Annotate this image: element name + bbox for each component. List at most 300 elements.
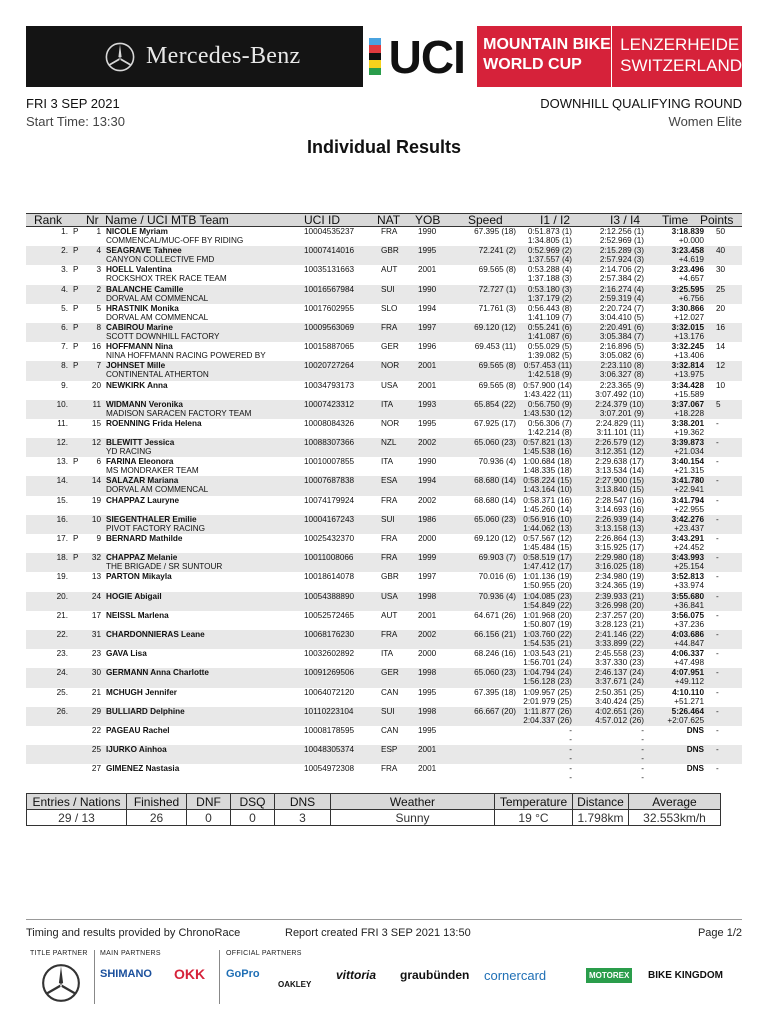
time-cell: DNS [686,745,704,755]
team-name: THE BRIGADE / SR SUNTOUR [106,562,223,572]
rider-name: GAVA Lisa [106,649,147,659]
bib-cell: 13 [91,572,101,582]
nation-cell: FRA [381,764,398,774]
points-cell: - [716,572,719,582]
nation-cell: ESA [381,476,398,486]
split-i4: 4:57.012 (26) [595,715,644,725]
split-i3: 2:26.579 (12) [595,438,644,448]
nation-cell: GER [381,342,399,352]
bib-cell: 17 [91,610,101,620]
rider-name: SIEGENTHALER Emilie [106,514,197,524]
split-i2: 1:56.701 (24) [523,658,572,668]
gap-cell: +21.315 [674,466,704,476]
split-i4: 3:13.840 (15) [595,485,644,495]
nation-cell: AUT [381,610,398,620]
summary-header-row [27,794,721,810]
points-cell: - [716,745,719,755]
split-i4: 3:24.365 (19) [595,581,644,591]
yob-cell: 2000 [418,534,437,543]
points-cell: 25 [716,284,726,294]
table-header [26,213,742,227]
split-i1: 0:57.900 (14) [523,380,572,390]
split-i1: 0:56.306 (7) [527,418,572,428]
nation-cell: SUI [381,706,395,716]
split-i2: 1:37.179 (2) [527,293,572,303]
bib-cell: 20 [91,380,101,390]
speed-cell: 68.680 (14) [474,495,516,505]
speed-cell: 68.246 (16) [474,649,516,659]
split-i1: - [569,725,572,735]
rank-cell: 11. [57,418,68,428]
gap-cell: +18.228 [674,408,704,418]
bib-cell: 32 [91,553,101,563]
split-i3: 2:29.980 (18) [595,553,644,563]
split-i1: 1:01.136 (19) [523,572,572,582]
split-i3: 2:27.900 (15) [595,476,644,486]
yob-cell: 1998 [418,591,437,601]
time-cell: 3:39.873 [671,438,704,448]
split-i3: 2:24.829 (11) [595,418,644,428]
speed-cell: 69.565 (8) [478,265,516,275]
yob-cell: 1995 [418,418,437,428]
split-i2: 1:54.535 (21) [523,638,572,648]
uci-id-cell: 10091269506 [304,668,355,678]
table-row [26,457,742,476]
uci-id-cell: 10015887065 [304,342,355,352]
gap-cell: +13.176 [674,331,704,341]
table-row [26,227,742,246]
gap-cell: +36.841 [674,600,704,610]
split-i2: 1:43.422 (11) [523,389,572,399]
col-points: Points [700,213,734,227]
vittoria-logo: vittoria [336,968,377,982]
yob-cell: 1995 [418,687,437,697]
yob-cell: 1997 [418,572,437,582]
qualified-cell: P [73,227,79,236]
rank-cell: 23. [56,649,68,659]
table-row [26,438,742,457]
split-i4: 3:16.025 (18) [595,562,644,572]
sponsor-name: Mercedes-Benz [146,43,301,69]
rider-name: BULLIARD Delphine [106,706,185,716]
gopro-logo: GoPro [226,968,260,980]
split-i1: 0:52.969 (2) [527,246,572,256]
uci-id-cell: 10054972308 [304,764,355,774]
points-cell: - [716,668,719,678]
rank-cell: 4. [61,284,68,294]
split-i4: 3:13.534 (14) [595,466,644,476]
points-cell: 12 [716,361,726,371]
bib-cell: 2 [96,284,101,294]
results-table [26,213,742,783]
time-cell: 3:43.291 [671,534,704,543]
uci-id-cell: 10007423312 [304,399,355,409]
nation-cell: NOR [381,418,400,428]
points-cell: - [716,514,719,524]
time-cell: 3:41.794 [671,495,704,505]
split-i2: 1:47.412 (17) [523,562,572,572]
table-row [26,688,742,707]
nation-cell: GBR [381,572,399,582]
yob-cell: 1998 [418,706,437,716]
col-nat: NAT [377,213,401,227]
time-cell: 3:25.595 [671,284,704,294]
table-row [26,285,742,304]
speed-cell: 66.156 (21) [474,629,516,639]
col-yob: YOB [415,213,441,227]
table-row [26,496,742,515]
split-i1: 1:03.760 (22) [523,629,572,639]
split-i3: 2:16.896 (5) [599,342,644,352]
table-row [26,361,742,380]
summary-header: Weather [331,794,495,810]
split-i2: 1:50.807 (19) [523,619,572,629]
rank-cell: 3. [61,265,68,275]
team-name: PIVOT FACTORY RACING [106,523,206,533]
rider-name: PAGEAU Rachel [106,725,170,735]
split-i1: 0:55.241 (6) [527,322,572,332]
col-time: Time [662,213,689,227]
gap-cell: +4.657 [678,274,704,284]
points-cell: 40 [716,246,726,256]
rank-cell: 13. [56,457,68,467]
nation-cell: NOR [381,361,400,371]
split-i2: 1:37.188 (3) [527,274,572,284]
split-i3: 2:20.724 (7) [599,303,644,313]
uci-id-cell: 10011008066 [304,553,354,563]
time-cell: 3:23.496 [671,265,704,275]
col-name: Name / UCI MTB Team [105,213,229,227]
table-row [26,611,742,630]
time-cell: DNS [686,725,704,735]
split-i3: 2:28.547 (16) [595,495,644,505]
split-i3: 2:12.256 (1) [599,227,644,236]
speed-cell: 64.671 (26) [474,610,516,620]
table-row [26,592,742,611]
round-name: DOWNHILL QUALIFYING ROUND [540,96,742,111]
bib-cell: 16 [91,342,101,352]
partner-separator [219,950,220,1004]
rider-name: BALANCHE Camille [106,284,184,294]
time-cell: 5:26.464 [671,706,704,716]
time-cell: 3:41.780 [671,476,704,486]
split-i4: 3:07.492 (10) [595,389,644,399]
split-i2: 1:45.484 (15) [523,543,572,552]
speed-cell: 70.016 (6) [478,572,516,582]
time-cell: 3:40.154 [671,457,704,467]
split-i1: 0:56.750 (9) [527,399,572,409]
table-row [26,707,742,726]
race-date: FRI 3 SEP 2021 [26,96,120,111]
qualified-cell: P [73,361,79,371]
bib-cell: 19 [91,495,101,505]
split-i3: 2:24.379 (10) [595,399,644,409]
uci-id-cell: 10054388890 [304,591,355,601]
summary-header: Finished [127,794,187,810]
summary-value: 3 [275,810,331,826]
split-i2: 1:50.955 (20) [523,581,572,591]
rider-name: HRASTNIK Monika [106,303,179,313]
split-i3: 2:26.864 (13) [595,534,644,543]
nation-cell: GER [381,668,399,678]
time-cell: 3:32.245 [671,342,704,352]
split-i1: 0:51.873 (1) [527,227,572,236]
split-i4: - [641,754,644,764]
footer-divider [26,919,742,920]
split-i1: 0:53.180 (3) [527,284,572,294]
uci-id-cell: 10088307366 [304,438,355,448]
bib-cell: 4 [96,246,101,256]
points-cell: - [716,418,719,428]
nation-cell: AUT [381,265,398,275]
rank-cell: 24. [56,668,68,678]
gap-cell: +13.406 [674,351,704,361]
split-i1: 1:04.794 (24) [523,668,572,678]
nation-cell: SLO [381,303,398,313]
event-name [477,26,611,87]
split-i2: 1:48.335 (18) [523,466,572,476]
gap-cell: +44.847 [674,638,704,648]
split-i4: 3:07.201 (9) [599,408,644,418]
split-i4: 3:26.998 (20) [595,600,644,610]
team-name: CANYON COLLECTIVE FMD [106,255,215,265]
bib-cell: 3 [96,265,101,275]
split-i3: 2:23.110 (8) [600,361,644,371]
split-i2: 1:44.062 (13) [523,523,572,533]
team-name: CONTINENTAL ATHERTON [106,370,209,380]
qualified-cell: P [73,303,79,313]
yob-cell: 2002 [418,495,437,505]
bib-cell: 27 [91,764,101,774]
team-name: DORVAL AM COMMENCAL [106,293,209,303]
yob-cell: 2001 [418,265,437,275]
split-i2: 1:54.849 (22) [523,600,572,610]
split-i3: 2:41.146 (22) [595,629,644,639]
table-row [26,649,742,668]
speed-cell: 65.854 (22) [474,399,516,409]
rider-name: GIMENEZ Nastasia [106,764,180,774]
split-i1: 0:57.453 (11) [523,361,572,371]
nation-cell: USA [381,380,398,390]
split-i1: 1:00.684 (18) [523,457,572,467]
split-i4: 2:52.969 (1) [599,236,644,245]
table-row [26,668,742,687]
okk-logo: OKK [174,966,206,982]
split-i1: 1:11.877 (26) [523,706,572,716]
qualified-cell: P [73,534,79,543]
table-row [26,381,742,400]
rank-cell: 2. [61,246,68,256]
gap-cell: +2:07.625 [667,715,704,725]
rank-cell: 21. [56,610,68,620]
uci-text: UCI [388,31,465,83]
split-i4: 3:28.123 (21) [595,619,644,629]
split-i2: 2:01.979 (25) [523,696,572,706]
event-line-2: WORLD CUP [483,56,582,73]
split-i2: 1:45.260 (14) [523,504,572,514]
rider-name: FARINA Eleonora [106,457,174,467]
split-i4: 2:57.924 (3) [599,255,644,265]
uci-id-cell: 10017602955 [304,303,355,313]
title-partner-label: TITLE PARTNER [30,950,88,957]
speed-cell: 65.060 (23) [474,514,516,524]
bib-cell: 14 [91,476,101,486]
rank-cell: 5. [61,303,68,313]
rank-cell: 10. [56,399,68,409]
race-info [26,95,125,131]
bib-cell: 31 [91,629,101,639]
time-cell: 3:32.814 [671,361,704,371]
time-cell: 3:38.201 [671,418,704,428]
speed-cell: 69.903 (7) [478,553,516,563]
uci-id-cell: 10004167243 [304,514,355,524]
rider-name: IJURKO Ainhoa [106,745,167,755]
split-i4: - [641,734,644,744]
motorex-logo: MOTOREX [586,968,632,983]
bib-cell: 23 [91,649,101,659]
points-cell: - [716,457,719,467]
split-i4: 3:37.330 (23) [595,658,644,668]
gap-cell: +13.975 [674,370,704,380]
rider-name: NEISSL Marlena [106,610,169,620]
team-name: DORVAL AM COMMENCAL [106,485,209,495]
split-i1: 1:04.085 (23) [523,591,572,601]
split-i3: 2:16.274 (4) [599,284,644,294]
gap-cell: +49.112 [674,677,704,687]
rider-name: ROENNING Frida Helena [106,418,202,428]
oakley-logo: OAKLEY [278,980,312,989]
uci-id-cell: 10074179924 [304,495,355,505]
split-i2: - [569,773,572,783]
bib-cell: 29 [91,706,101,716]
uci-id-cell: 10025432370 [304,534,355,543]
bib-cell: 30 [91,668,101,678]
uci-id-cell: 10052572465 [304,610,355,620]
bib-cell: 1 [96,227,101,236]
rider-name: CHAPPAZ Melanie [106,553,178,563]
speed-cell: 69.120 (12) [474,322,516,332]
split-i3: 2:37.257 (20) [595,610,644,620]
gap-cell: +22.941 [674,485,704,495]
bib-cell: 5 [96,303,101,313]
split-i2: 1:56.128 (23) [523,677,572,687]
timing-credit: Timing and results provided by ChronoRace [26,927,241,939]
rank-cell: 22. [56,629,68,639]
split-i4: 3:13.158 (13) [595,523,644,533]
summary-header: DSQ [231,794,275,810]
points-cell: - [716,649,719,659]
sponsor-banner [26,26,363,87]
rider-name: GERMANN Anna Charlotte [106,668,209,678]
yob-cell: 2002 [418,629,437,639]
yob-cell: 1998 [418,668,437,678]
event-line-1: MOUNTAIN BIKE [483,36,611,53]
gap-cell: +15.589 [674,389,704,399]
rider-name: BERNARD Mathilde [106,534,183,543]
gap-cell: +37.236 [674,619,704,629]
qualified-cell: P [73,265,79,275]
summary-value: Sunny [331,810,495,826]
time-cell: 3:42.276 [671,514,704,524]
nation-cell: SUI [381,514,395,524]
team-name: ROCKSHOX TREK RACE TEAM [106,274,227,284]
qualified-cell: P [73,322,79,332]
shimano-logo: SHIMANO [100,968,152,980]
time-cell: 3:34.428 [671,380,704,390]
rank-cell: 6. [61,322,68,332]
summary-value: 0 [187,810,231,826]
rank-cell: 12. [56,438,68,448]
points-cell: - [716,610,719,620]
uci-id-cell: 10032602892 [304,649,355,659]
speed-cell: 70.936 (4) [478,591,516,601]
graubunden-logo: graubünden [400,968,470,982]
split-i3: 2:20.491 (6) [599,322,644,332]
rank-cell: 8. [61,361,68,371]
points-cell: - [716,476,719,486]
table-row [26,534,742,553]
split-i3: 2:15.289 (3) [599,246,644,256]
table-row [26,265,742,284]
summary-table [26,793,721,826]
points-cell: 5 [716,399,721,409]
split-i4: 3:33.899 (22) [595,638,644,648]
rider-name: CABIROU Marine [106,322,173,332]
uci-id-cell: 10048305374 [304,745,355,755]
nation-cell: GBR [381,246,399,256]
yob-cell: 1990 [418,284,437,294]
gap-cell: +4.619 [678,255,704,265]
rank-cell: 25. [56,687,68,697]
col-uci-id: UCI ID [304,213,340,227]
table-row [26,419,742,438]
points-cell: - [716,534,719,543]
rider-name: HOFFMANN Nina [106,342,173,352]
uci-id-cell: 10068176230 [304,629,355,639]
rank-cell: 16. [56,514,68,524]
qualified-cell: P [73,553,79,563]
summary-value: 19 °C [495,810,573,826]
split-i2: 1:42.518 (9) [527,370,572,380]
yob-cell: 1986 [418,514,437,524]
team-name: YD RACING [106,447,152,457]
split-i2: 1:43.530 (12) [523,408,572,418]
qualified-cell: P [73,284,79,294]
speed-cell: 69.565 (8) [478,380,516,390]
speed-cell: 71.761 (3) [478,303,516,313]
gap-cell: +12.027 [674,312,704,322]
rider-name: SEAGRAVE Tahnee [106,246,182,256]
uci-logo [363,26,478,87]
summary-value: 0 [231,810,275,826]
bib-cell: 21 [91,687,101,697]
table-row [26,342,742,361]
uci-id-cell: 10010007855 [304,457,355,467]
rider-name: NEWKIRK Anna [106,380,168,390]
uci-id-cell: 10035131663 [304,265,355,275]
split-i1: 0:56.916 (10) [523,514,572,524]
table-row [26,726,742,745]
split-i3: 4:02.651 (26) [595,706,644,716]
round-info [540,95,742,131]
split-i2: 1:42.214 (8) [527,427,572,437]
nation-cell: ITA [381,399,394,409]
speed-cell: 67.395 (18) [474,687,516,697]
rider-name: WIDMANN Veronika [106,399,183,409]
rank-cell: 18. [56,553,68,563]
summary-header: Temperature [495,794,573,810]
summary-value: 1.798km [573,810,629,826]
